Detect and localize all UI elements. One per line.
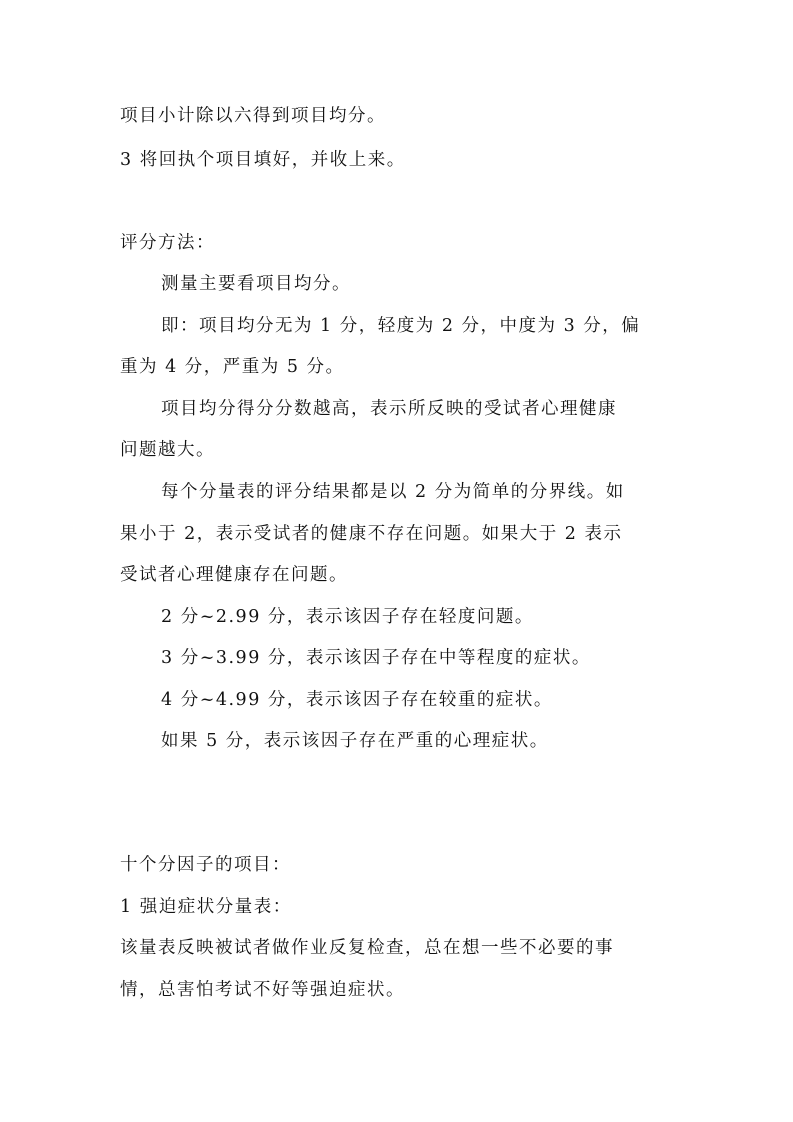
scoring-line: 问题越大。 (120, 440, 215, 460)
scoring-line: 即：项目均分无为 1 分，轻度为 2 分，中度为 3 分，偏 (161, 316, 641, 336)
scoring-line: 如果 5 分，表示该因子存在严重的心理症状。 (161, 731, 549, 751)
factor1-desc-line: 该量表反映被试者做作业反复检查，总在想一些不必要的事 (120, 938, 614, 958)
scoring-line: 2 分~2.99 分，表示该因子存在轻度问题。 (161, 607, 534, 627)
scoring-line: 项目均分得分分数越高，表示所反映的受试者心理健康 (161, 399, 617, 419)
scoring-line: 测量主要看项目均分。 (161, 274, 351, 294)
scoring-line: 每个分量表的评分结果都是以 2 分为简单的分界线。如 (161, 482, 625, 502)
scoring-line: 3 分~3.99 分，表示该因子存在中等程度的症状。 (161, 648, 591, 668)
scoring-line: 果小于 2，表示受试者的健康不存在问题。如果大于 2 表示 (120, 524, 623, 544)
scoring-line: 受试者心理健康存在问题。 (120, 565, 348, 585)
factors-heading: 十个分因子的项目： (120, 855, 291, 875)
scoring-line: 重为 4 分，严重为 5 分。 (120, 357, 345, 377)
scoring-line: 4 分~4.99 分，表示该因子存在较重的症状。 (161, 690, 553, 710)
factor1-desc-line: 情，总害怕考试不好等强迫症状。 (120, 980, 405, 1000)
factor1-title: 1 强迫症状分量表： (120, 897, 292, 917)
intro-line-2: 3 将回执个项目填好，并收上来。 (120, 150, 406, 170)
scoring-heading: 评分方法： (120, 233, 215, 253)
intro-line-1: 项目小计除以六得到项目均分。 (120, 106, 386, 126)
